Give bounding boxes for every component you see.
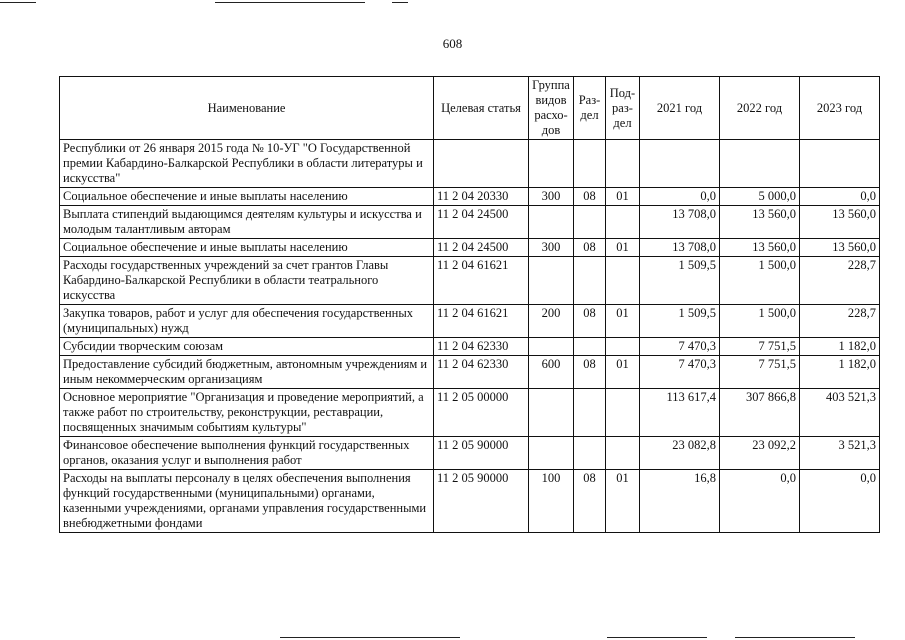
row-name-cell: Закупка товаров, работ и услуг для обеспечения государственных (муниципальных) нужд — [60, 305, 434, 338]
col-header-article: Целевая статья — [434, 77, 529, 140]
row-group-cell — [529, 257, 574, 305]
row-subsection-cell — [606, 338, 640, 356]
table-row — [60, 470, 880, 533]
scan-artifact-line — [280, 637, 460, 638]
row-section-cell: 08 — [574, 470, 606, 533]
row-article-cell: 11 2 04 61621 — [434, 305, 529, 338]
row-2021-cell: 7 470,3 — [640, 356, 720, 389]
row-name-cell: Расходы на выплаты персоналу в целях обеспечения выполнения функций государственными (муниципальными) органами, казенными учреждениями, органами управления государственными внебюджетными фондами — [60, 470, 434, 533]
row-2022-cell: 13 560,0 — [720, 206, 800, 239]
row-name-cell: Финансовое обеспечение выполнения функций государственных органов, оказания услуг и выполнения работ — [60, 437, 434, 470]
table-row — [60, 239, 880, 257]
row-2021-cell: 0,0 — [640, 188, 720, 206]
row-section-cell — [574, 257, 606, 305]
row-2023-cell: 0,0 — [800, 470, 880, 533]
row-section-cell — [574, 389, 606, 437]
col-header-group: Группа видов расхо- дов — [529, 77, 574, 140]
row-subsection-cell: 01 — [606, 305, 640, 338]
table-row — [60, 305, 880, 338]
row-2022-cell: 23 092,2 — [720, 437, 800, 470]
row-group-cell — [529, 338, 574, 356]
row-section-cell: 08 — [574, 239, 606, 257]
row-name-cell: Основное мероприятие "Организация и проведение мероприятий, а также работ по строительству, реконструкции, реставрации, посвященных значимым событиям культуры" — [60, 389, 434, 437]
row-article-cell: 11 2 04 62330 — [434, 338, 529, 356]
row-2021-cell — [640, 140, 720, 188]
row-article-cell: 11 2 05 90000 — [434, 470, 529, 533]
row-subsection-cell — [606, 206, 640, 239]
row-subsection-cell: 01 — [606, 188, 640, 206]
row-2022-cell — [720, 140, 800, 188]
row-subsection-cell — [606, 140, 640, 188]
row-section-cell: 08 — [574, 305, 606, 338]
scan-artifact-line — [607, 637, 707, 638]
row-subsection-cell — [606, 257, 640, 305]
scan-artifact-line — [735, 637, 855, 638]
col-header-subsection: Под- раз- дел — [606, 77, 640, 140]
table-row — [60, 188, 880, 206]
budget-table — [59, 76, 880, 533]
col-header-2023: 2023 год — [800, 77, 880, 140]
row-2021-cell: 16,8 — [640, 470, 720, 533]
row-2023-cell: 1 182,0 — [800, 356, 880, 389]
row-2021-cell: 13 708,0 — [640, 239, 720, 257]
row-name-cell: Расходы государственных учреждений за счет грантов Главы Кабардино-Балкарской Республики в области театрального искусства — [60, 257, 434, 305]
row-name-cell: Предоставление субсидий бюджетным, автономным учреждениям и иным некоммерческим организациям — [60, 356, 434, 389]
row-2022-cell: 7 751,5 — [720, 356, 800, 389]
row-section-cell — [574, 206, 606, 239]
table-row — [60, 389, 880, 437]
row-group-cell: 200 — [529, 305, 574, 338]
row-subsection-cell — [606, 437, 640, 470]
col-header-section: Раз- дел — [574, 77, 606, 140]
row-article-cell: 11 2 04 61621 — [434, 257, 529, 305]
table-row — [60, 140, 880, 188]
page-number: 608 — [442, 36, 463, 51]
row-subsection-cell: 01 — [606, 239, 640, 257]
row-group-cell: 300 — [529, 239, 574, 257]
col-header-2022: 2022 год — [720, 77, 800, 140]
row-subsection-cell — [606, 389, 640, 437]
row-article-cell: 11 2 04 24500 — [434, 206, 529, 239]
scan-artifact-line — [215, 2, 365, 3]
col-header-2021: 2021 год — [640, 77, 720, 140]
table-row — [60, 257, 880, 305]
row-section-cell — [574, 140, 606, 188]
row-group-cell — [529, 206, 574, 239]
row-2022-cell: 13 560,0 — [720, 239, 800, 257]
row-article-cell: 11 2 04 24500 — [434, 239, 529, 257]
row-2023-cell: 228,7 — [800, 305, 880, 338]
row-2022-cell: 5 000,0 — [720, 188, 800, 206]
row-2022-cell: 1 500,0 — [720, 257, 800, 305]
row-article-cell: 11 2 05 00000 — [434, 389, 529, 437]
row-2022-cell: 0,0 — [720, 470, 800, 533]
row-2021-cell: 113 617,4 — [640, 389, 720, 437]
scan-artifact-line — [0, 2, 36, 3]
row-section-cell — [574, 437, 606, 470]
row-name-cell: Республики от 26 января 2015 года № 10-УГ "О Государственной премии Кабардино-Балкарской Республики в области литературы и искусства" — [60, 140, 434, 188]
table-row — [60, 338, 880, 356]
table-row — [60, 356, 880, 389]
row-name-cell: Выплата стипендий выдающимся деятелям культуры и искусства и молодым талантливым авторам — [60, 206, 434, 239]
row-article-cell: 11 2 04 62330 — [434, 356, 529, 389]
row-2021-cell: 1 509,5 — [640, 257, 720, 305]
row-name-cell: Социальное обеспечение и иные выплаты населению — [60, 239, 434, 257]
row-group-cell — [529, 140, 574, 188]
row-2023-cell: 0,0 — [800, 188, 880, 206]
row-2023-cell: 13 560,0 — [800, 239, 880, 257]
row-subsection-cell: 01 — [606, 356, 640, 389]
row-section-cell: 08 — [574, 188, 606, 206]
row-group-cell: 600 — [529, 356, 574, 389]
row-2023-cell: 1 182,0 — [800, 338, 880, 356]
col-header-name: Наименование — [60, 77, 434, 140]
row-2023-cell: 228,7 — [800, 257, 880, 305]
row-section-cell: 08 — [574, 356, 606, 389]
row-2021-cell: 23 082,8 — [640, 437, 720, 470]
row-subsection-cell: 01 — [606, 470, 640, 533]
row-2021-cell: 1 509,5 — [640, 305, 720, 338]
row-2021-cell: 7 470,3 — [640, 338, 720, 356]
row-name-cell: Субсидии творческим союзам — [60, 338, 434, 356]
row-2022-cell: 1 500,0 — [720, 305, 800, 338]
row-2021-cell: 13 708,0 — [640, 206, 720, 239]
table-header-row — [60, 77, 880, 140]
row-article-cell: 11 2 05 90000 — [434, 437, 529, 470]
row-2023-cell — [800, 140, 880, 188]
table-row — [60, 437, 880, 470]
scan-artifact-line — [392, 2, 408, 3]
row-group-cell: 100 — [529, 470, 574, 533]
row-2023-cell: 13 560,0 — [800, 206, 880, 239]
row-group-cell — [529, 389, 574, 437]
row-section-cell — [574, 338, 606, 356]
row-2022-cell: 7 751,5 — [720, 338, 800, 356]
table-row — [60, 206, 880, 239]
row-article-cell: 11 2 04 20330 — [434, 188, 529, 206]
row-name-cell: Социальное обеспечение и иные выплаты населению — [60, 188, 434, 206]
row-article-cell — [434, 140, 529, 188]
row-2023-cell: 403 521,3 — [800, 389, 880, 437]
row-group-cell: 300 — [529, 188, 574, 206]
row-group-cell — [529, 437, 574, 470]
row-2022-cell: 307 866,8 — [720, 389, 800, 437]
row-2023-cell: 3 521,3 — [800, 437, 880, 470]
